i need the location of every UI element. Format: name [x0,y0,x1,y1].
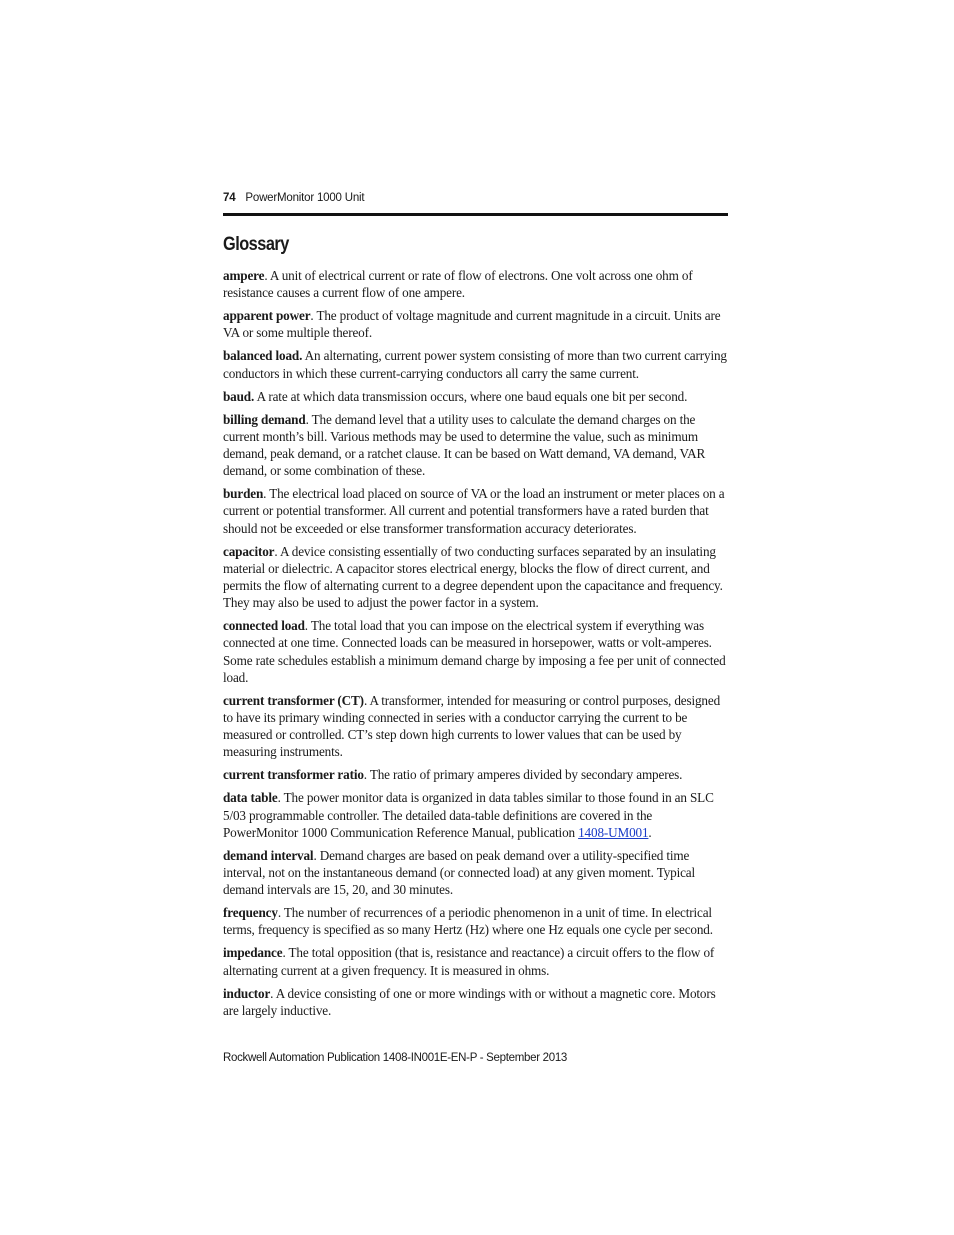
glossary-entry-current-transformer-ratio [223,766,729,783]
glossary-definition: . A transformer, intended for measuring or control purposes, designed to have its primary winding connected in series with a conductor carrying the current to be measured or controlled. CT’s step down high currents to lower values that can be used by measuring instruments. [223,692,721,760]
glossary-definition-end: . [648,824,652,840]
glossary-entry-current-transformer [223,692,729,761]
running-title: PowerMonitor 1000 Unit [245,192,365,204]
glossary-term: frequency [223,905,278,921]
glossary-entry-balanced-load [223,347,729,381]
glossary-term: burden [223,486,264,502]
publication-link[interactable]: 1408-UM001 [578,824,649,840]
glossary-definition: An alternating, current power system consisting of more than two current carrying conductors in which these current-carrying conductors all carry the same current. [223,348,727,381]
glossary-definition: . A unit of electrical current or rate of flow of electrons. One volt across one ohm of resistance causes a current flow of one ampere. [223,268,693,301]
header-rule [223,213,728,216]
glossary-term: connected load [223,618,305,634]
glossary-term: ampere [223,268,265,283]
glossary-definition: A rate at which data transmission occurs, where one baud equals one bit per second. [254,388,688,404]
glossary-definition: . The total load that you can impose on the electrical system if everything was connected at one time. Connected loads can be measured in horsepower, watts or volt-amperes. Some rate schedules establish a minimum demand charge by imposing a fee per unit of connected load. [223,618,726,685]
page-title: Glossary [223,234,289,255]
glossary-entry-frequency [223,904,729,938]
glossary-definition: . The ratio of primary amperes divided by secondary amperes. [363,767,683,783]
glossary-entry-burden [223,485,729,537]
glossary-term: current transformer ratio [223,767,364,783]
glossary-term: apparent power [223,308,311,324]
glossary-term: baud. [223,388,255,404]
glossary-entry-ampere [223,267,729,301]
glossary-definition: . A device consisting essentially of two conducting surfaces separated by an insulating material or dielectric. A capacitor stores electrical energy, blocks the flow of direct current, and permits the flow of alternating current to a degree dependent upon the capacitance and frequency. They may also be used to adjust the power factor in a system. [223,543,723,611]
glossary-definition: . The product of voltage magnitude and current magnitude in a circuit. Units are VA or some multiple thereof. [223,308,721,341]
glossary-entry-baud [223,388,729,405]
glossary-term: capacitor [223,543,275,559]
glossary-term: demand interval [223,847,314,863]
glossary-term: balanced load. [223,348,303,364]
glossary-definition: . The number of recurrences of a periodic phenomenon in a unit of time. In electrical terms, frequency is specified as so many Hertz (Hz) where one Hz equals one cycle per second. [223,905,713,938]
glossary-entry-connected-load [223,617,729,686]
glossary-entry-data-table [223,789,729,841]
glossary-definition: . A device consisting of one or more windings with or without a magnetic core. Motors are largely inductive. [223,985,716,1018]
glossary-entry-impedance [223,944,729,978]
glossary-entry-capacitor [223,543,729,612]
glossary-entry-apparent-power [223,307,729,341]
page-number: 74 [223,192,236,204]
glossary-term: current transformer (CT) [223,692,364,708]
glossary-entry-demand-interval [223,847,729,899]
glossary-list [223,267,729,1025]
glossary-definition: . The electrical load placed on source of VA or the load an instrument or meter places on a current or potential transformer. All current and potential transformers have a rated burden that should not be exceeded or else transformer transformation accuracy deteriorates. [223,486,725,536]
glossary-term: data table [223,790,278,806]
glossary-term: billing demand [223,411,306,427]
glossary-definition: . The power monitor data is organized in data tables similar to those found in an SLC 5/03 programmable controller. The detailed data-table definitions are covered in the PowerMonitor 1000 Communication Reference Manual, publication [223,790,714,840]
glossary-definition: . The total opposition (that is, resistance and reactance) a circuit offers to the flow of alternating current at a given frequency. It is measured in ohms. [223,945,715,978]
glossary-term: impedance [223,945,283,961]
page-footer: Rockwell Automation Publication 1408-IN001E-EN-P - September 2013 [223,1052,568,1064]
running-header [223,192,728,204]
glossary-definition: . Demand charges are based on peak demand over a utility-specified time interval, not on the instantaneous demand (or connected load) at any given moment. Typical demand intervals are 15, 20, and 30 minutes. [223,847,696,898]
glossary-entry-billing-demand [223,411,729,480]
glossary-entry-inductor [223,985,729,1019]
glossary-definition: . The demand level that a utility uses to calculate the demand charges on the current month’s bill. Various methods may be used to determine the value, such as minimum demand, peak demand, or a ratchet clause. It can be based on Watt demand, VA demand, VAR demand, or some combination of these. [223,411,706,479]
glossary-term: inductor [223,985,271,1001]
